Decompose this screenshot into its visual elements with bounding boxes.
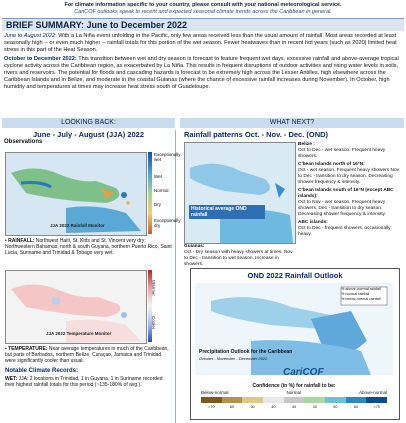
tick: >70: [208, 405, 215, 409]
temperature-legend: [148, 270, 174, 342]
ond-outlook-panel: [190, 268, 400, 420]
region-notes: [298, 142, 402, 238]
outlook-legend: [341, 287, 391, 302]
temperature-bullet-text: Near average temperatures in much of the Caribbean, but parts of Barbados, northern Belize, Curaçao, Jamaica and Trinidad were significantly cooler than usual.: [5, 346, 169, 364]
legend-wet: Wet: [154, 174, 162, 179]
north-heading: C'bean Islands north of 16°N:: [298, 162, 365, 167]
tick: 50: [250, 405, 255, 409]
north-text: Oct - wet season. Frequent heavy showers Nov to Dec - transition to dry season. Decreasing shower frequency & intensity.: [298, 168, 400, 185]
tick: 50: [333, 405, 338, 409]
records-lead: WET:: [5, 376, 18, 382]
summary-jja-text: : With a La Niña event unfolding in the Pacific, only few areas received less than the usual amount of rainfall. Most areas recorded at least seasonally high -- or even much higher -- rainfall totals for this portion of the wet season. Fewer heatwaves than in recent hot years (such as 2020) limited heat stress in this part of the Heat Season.: [4, 33, 397, 53]
cat-below: Below-normal: [201, 390, 229, 395]
legend-normal-rain: % normal rainfall: [341, 292, 370, 296]
south-heading: C'bean Islands south of 16°N (except ABC islands):: [298, 188, 394, 199]
historical-map-label: Historical average OND rainfall: [189, 205, 265, 219]
tick: 40: [271, 405, 276, 409]
rainfall-map-caption: JJA 2022 Rainfall Monitor: [50, 223, 105, 228]
summary-jja-lead: June to August 2022: [4, 33, 56, 39]
looking-back-column: [2, 130, 181, 423]
confidence-categories: [201, 390, 387, 395]
page-title: BRIEF SUMMARY: June to December 2022: [2, 18, 404, 31]
caricof-note: CariCOF outlooks speak to recent and expected seasonal climate trends across the Caribbean in general.: [74, 9, 332, 15]
legend-dry: Dry: [154, 202, 161, 207]
guianas-note: [184, 244, 296, 268]
confidence-label: Confidence (in %) for rainfall to be:: [252, 383, 336, 389]
legend-exceptionally-wet: Exceptionally wet: [154, 152, 181, 162]
legend-exceptionally-dry: Exceptionally dry: [154, 218, 181, 228]
legend-cooler: Cooler: [151, 316, 156, 330]
legend-below: % below-normal rainfall: [341, 297, 381, 301]
guianas-text: Oct - Dry season with heavy showers at times. Nov to Dec - transition to wet season. Increase in showers.: [184, 250, 293, 267]
temperature-map-caption: JJA 2022 Temperature Monitor: [46, 331, 112, 336]
what-next-header: WHAT NEXT?: [180, 118, 404, 128]
rainfall-bullet-lead: RAINFALL:: [8, 238, 35, 244]
outlook-caption: Precipitation Outlook for the Caribbean: [199, 349, 293, 355]
historical-rainfall-map: [184, 142, 296, 244]
looking-back-header: LOOKING BACK:: [2, 118, 175, 128]
belize-heading: Belize :: [298, 142, 315, 147]
tick: 60: [353, 405, 359, 409]
observations-label: Observations: [4, 139, 43, 145]
rainfall-bullet-text: Northwest Haiti, St. Kitts and St. Vincent very dry; Northwestern Bahamas, north & south Guyana, northern Puerto Rico, Saint Lucia, Suriname and Trinidad & Tobago very wet.: [5, 238, 172, 256]
confidence-scale: [201, 397, 387, 403]
abc-heading: ABC islands:: [298, 220, 328, 225]
summary-paragraph-jja: [4, 33, 402, 54]
south-text: Oct to Nov - wet season. Frequent heavy showers. Dec - transition to dry season. Decreasing shower frequency & intensity.: [298, 200, 386, 217]
rainfall-legend: [148, 152, 181, 234]
ond-patterns-title: Rainfall patterns Oct. - Nov. - Dec. (OND): [184, 130, 329, 139]
jja-title: June - July - August (JJA) 2022: [33, 130, 144, 139]
legend-normal: Normal: [154, 188, 169, 193]
rainfall-legend-bar: [148, 152, 152, 234]
tick: 40: [312, 405, 317, 409]
guianas-heading: Guianas:: [184, 244, 205, 249]
legend-warmer: Warmer: [151, 280, 156, 296]
tick: 40: [291, 405, 297, 409]
summary-ond-text: This transition between wet and dry season is forecast to feature frequent wet days, excessive rainfall and above-average tropical cyclone activity across the Caribbean region, as exacerbated by La Niña. This results in frequent disruptions of outdoor activities and rising water levels in soils, rivers and reservoirs. The potential for floods and cascading hazards is forecast to be extremely high across the Lesser Antilles, high elsewhere across the Caribbean Islands and in Belize, and moderate in the coastal Guianas (where the chance of excessive rainfall increases during November). In October, high humidity and temperatures at times may increase heat stress south of Guadeloupe.: [4, 56, 399, 90]
temperature-monitor-map: [5, 270, 147, 344]
confidence-ticks: [201, 405, 387, 409]
national-service-note: For climate information specific to your country, please consult with your national meteorological service.: [64, 2, 342, 8]
what-next-column: [180, 130, 404, 423]
rainfall-monitor-map: [5, 152, 147, 236]
legend-above: % above-normal rainfall: [341, 287, 381, 291]
temperature-bullet-lead: TEMPERATURE:: [8, 346, 48, 352]
records-text: [5, 376, 173, 388]
rainfall-bullet: • RAINFALL: Northwest Haiti, St. Kitts and St. Vincent very dry; Northwestern Bahamas, north & south Guyana, northern Puerto Rico, Saint Lucia, Suriname and Trinidad & Tobago very wet.: [5, 238, 172, 256]
caricof-logo: CariCOF: [283, 367, 324, 378]
tick: 60: [229, 405, 235, 409]
historical-map-graphic: [185, 143, 295, 243]
summary-paragraph-ond: [4, 56, 402, 91]
cat-above: Above-normal: [358, 390, 387, 395]
belize-text: Oct to Dec - wet season. Frequent heavy showers.: [298, 148, 386, 159]
outlook-title: OND 2022 Rainfall Outlook: [247, 271, 343, 280]
abc-text: Oct to Dec - frequent showers, occasionally heavy.: [298, 226, 391, 237]
temperature-bullet: • TEMPERATURE: Near average temperatures in much of the Caribbean, but parts of Barbados, northern Belize, Curaçao, Jamaica and Trinidad were significantly cooler than usual.: [5, 346, 169, 364]
outlook-dates: October - November - December 2022: [199, 356, 268, 361]
summary-ond-lead: October to December 2022:: [4, 56, 77, 62]
header-note: [0, 0, 406, 16]
records-body: JJA: 2 locations in Trinidad, 1 in Guyana, 1 in Suriname recorded their highest rainfall totals for this period (~135-180% of avg.).: [5, 376, 163, 388]
cat-normal: Normal: [286, 390, 301, 395]
records-title: Notable Climate Records:: [5, 368, 79, 374]
tick: >70: [373, 405, 380, 409]
